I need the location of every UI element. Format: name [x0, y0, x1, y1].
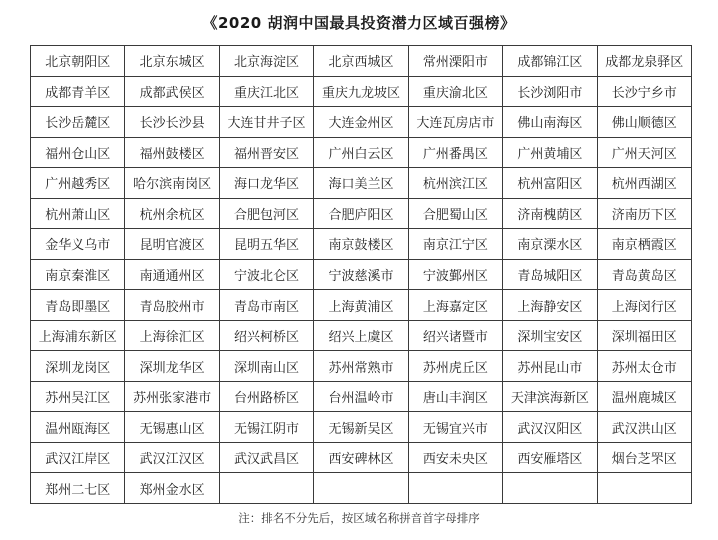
- table-cell: 杭州西湖区: [597, 168, 691, 199]
- table-cell: 绍兴上虞区: [314, 320, 408, 351]
- table-cell: 重庆渝北区: [408, 76, 502, 107]
- table-cell: 福州鼓楼区: [125, 137, 219, 168]
- table-cell: 广州黄埔区: [503, 137, 597, 168]
- table-cell: 温州瓯海区: [31, 412, 125, 443]
- table-cell: 青岛城阳区: [503, 259, 597, 290]
- table-cell: 广州天河区: [597, 137, 691, 168]
- table-cell: 深圳龙岗区: [31, 351, 125, 382]
- table-cell: 武汉洪山区: [597, 412, 691, 443]
- table-cell: 长沙浏阳市: [503, 76, 597, 107]
- table-row: [31, 168, 692, 199]
- table-cell: 南京栖霞区: [597, 229, 691, 260]
- table-cell: 深圳宝安区: [503, 320, 597, 351]
- table-cell: 青岛胶州市: [125, 290, 219, 321]
- table-cell: 广州白云区: [314, 137, 408, 168]
- table-cell: 青岛市南区: [219, 290, 313, 321]
- table-cell: 青岛即墨区: [31, 290, 125, 321]
- table-cell: 郑州二七区: [31, 473, 125, 504]
- table-row: [31, 412, 692, 443]
- table-row: [31, 473, 692, 504]
- table-cell: 南京溧水区: [503, 229, 597, 260]
- table-cell: 北京西城区: [314, 46, 408, 77]
- table-cell: 广州越秀区: [31, 168, 125, 199]
- table-cell: 南京秦淮区: [31, 259, 125, 290]
- ranking-table-body: [31, 46, 692, 504]
- table-cell: 大连瓦房店市: [408, 107, 502, 138]
- table-row: [31, 381, 692, 412]
- table-row: [31, 198, 692, 229]
- table-cell: 合肥蜀山区: [408, 198, 502, 229]
- table-cell: 大连甘井子区: [219, 107, 313, 138]
- table-cell: 宁波慈溪市: [314, 259, 408, 290]
- table-cell: 海口龙华区: [219, 168, 313, 199]
- table-cell: 南京江宁区: [408, 229, 502, 260]
- table-cell: 杭州滨江区: [408, 168, 502, 199]
- table-cell: 天津滨海新区: [503, 381, 597, 412]
- table-cell: 绍兴诸暨市: [408, 320, 502, 351]
- table-cell: 重庆江北区: [219, 76, 313, 107]
- table-cell: 海口美兰区: [314, 168, 408, 199]
- table-cell: 西安未央区: [408, 442, 502, 473]
- footnote: 注：排名不分先后，按区域名称拼音首字母排序: [238, 511, 480, 525]
- table-cell: 苏州常熟市: [314, 351, 408, 382]
- table-cell: 上海静安区: [503, 290, 597, 321]
- table-row: [31, 259, 692, 290]
- table-cell: 北京朝阳区: [31, 46, 125, 77]
- table-cell: 成都武侯区: [125, 76, 219, 107]
- table-row: [31, 320, 692, 351]
- table-cell: 苏州张家港市: [125, 381, 219, 412]
- table-cell: 合肥包河区: [219, 198, 313, 229]
- table-cell: 宁波鄞州区: [408, 259, 502, 290]
- table-cell: 上海闵行区: [597, 290, 691, 321]
- table-row: [31, 76, 692, 107]
- table-cell: 武汉江岸区: [31, 442, 125, 473]
- table-row: [31, 442, 692, 473]
- table-cell: 哈尔滨南岗区: [125, 168, 219, 199]
- table-cell: 深圳龙华区: [125, 351, 219, 382]
- table-cell: 昆明五华区: [219, 229, 313, 260]
- table-cell: 常州溧阳市: [408, 46, 502, 77]
- table-cell: 唐山丰润区: [408, 381, 502, 412]
- table-cell: 苏州虎丘区: [408, 351, 502, 382]
- table-cell: 长沙岳麓区: [31, 107, 125, 138]
- table-cell: 杭州余杭区: [125, 198, 219, 229]
- table-cell: 成都青羊区: [31, 76, 125, 107]
- table-cell: 长沙宁乡市: [597, 76, 691, 107]
- table-row: [31, 137, 692, 168]
- table-cell: [219, 473, 313, 504]
- table-cell: 绍兴柯桥区: [219, 320, 313, 351]
- table-cell: 济南槐荫区: [503, 198, 597, 229]
- table-cell: 上海浦东新区: [31, 320, 125, 351]
- table-cell: 佛山南海区: [503, 107, 597, 138]
- table-cell: 长沙长沙县: [125, 107, 219, 138]
- table-cell: 无锡惠山区: [125, 412, 219, 443]
- table-cell: 北京东城区: [125, 46, 219, 77]
- table-cell: 深圳福田区: [597, 320, 691, 351]
- table-cell: 青岛黄岛区: [597, 259, 691, 290]
- table-cell: 杭州萧山区: [31, 198, 125, 229]
- table-cell: 无锡江阴市: [219, 412, 313, 443]
- table-cell: [597, 473, 691, 504]
- table-cell: 重庆九龙坡区: [314, 76, 408, 107]
- table-cell: [408, 473, 502, 504]
- table-cell: 无锡宜兴市: [408, 412, 502, 443]
- table-cell: 广州番禺区: [408, 137, 502, 168]
- table-cell: 西安碑林区: [314, 442, 408, 473]
- table-cell: 苏州昆山市: [503, 351, 597, 382]
- table-cell: 济南历下区: [597, 198, 691, 229]
- table-cell: 宁波北仑区: [219, 259, 313, 290]
- table-cell: 上海嘉定区: [408, 290, 502, 321]
- table-cell: 烟台芝罘区: [597, 442, 691, 473]
- table-cell: 成都龙泉驿区: [597, 46, 691, 77]
- table-cell: 昆明官渡区: [125, 229, 219, 260]
- table-cell: 武汉江汉区: [125, 442, 219, 473]
- table-cell: 西安雁塔区: [503, 442, 597, 473]
- table-cell: [314, 473, 408, 504]
- table-cell: 杭州富阳区: [503, 168, 597, 199]
- page-title: 《2020 胡润中国最具投资潜力区域百强榜》: [202, 14, 516, 32]
- table-row: [31, 290, 692, 321]
- table-cell: 成都锦江区: [503, 46, 597, 77]
- table-cell: 合肥庐阳区: [314, 198, 408, 229]
- table-cell: 大连金州区: [314, 107, 408, 138]
- table-cell: 台州温岭市: [314, 381, 408, 412]
- table-cell: 武汉汉阳区: [503, 412, 597, 443]
- table-cell: 台州路桥区: [219, 381, 313, 412]
- table-cell: 南京鼓楼区: [314, 229, 408, 260]
- table-cell: 上海黄浦区: [314, 290, 408, 321]
- table-cell: 苏州太仓市: [597, 351, 691, 382]
- table-cell: 佛山顺德区: [597, 107, 691, 138]
- table-cell: 福州仓山区: [31, 137, 125, 168]
- table-cell: 福州晋安区: [219, 137, 313, 168]
- table-row: [31, 107, 692, 138]
- table-cell: 南通通州区: [125, 259, 219, 290]
- table-row: [31, 229, 692, 260]
- table-cell: 深圳南山区: [219, 351, 313, 382]
- table-cell: 温州鹿城区: [597, 381, 691, 412]
- table-cell: 上海徐汇区: [125, 320, 219, 351]
- table-cell: 北京海淀区: [219, 46, 313, 77]
- table-cell: 武汉武昌区: [219, 442, 313, 473]
- table-cell: 苏州吴江区: [31, 381, 125, 412]
- table-cell: 金华义乌市: [31, 229, 125, 260]
- ranking-table: [30, 45, 692, 504]
- table-cell: 郑州金水区: [125, 473, 219, 504]
- table-row: [31, 351, 692, 382]
- table-cell: [503, 473, 597, 504]
- table-cell: 无锡新吴区: [314, 412, 408, 443]
- table-row: [31, 46, 692, 77]
